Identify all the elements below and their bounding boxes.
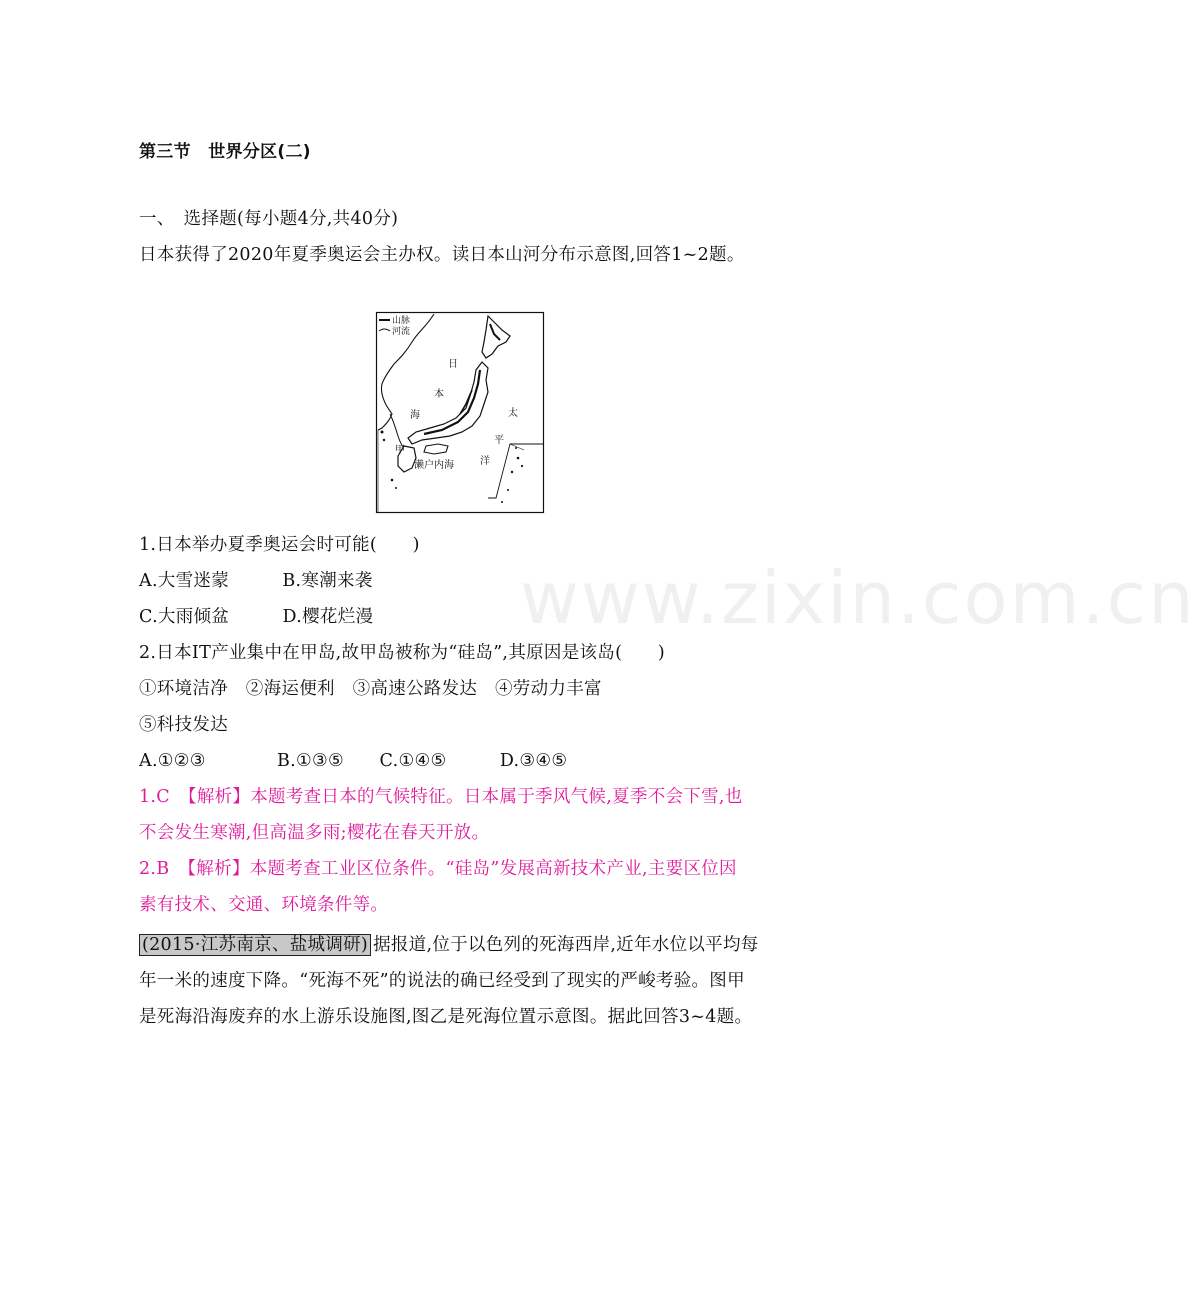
label-yang: 洋 bbox=[480, 456, 490, 467]
answer-1-line2: 不会发生寒潮,但高温多雨;樱花在春天开放。 bbox=[139, 823, 490, 843]
legend-river: 河流 bbox=[392, 327, 411, 337]
answer-2-line2: 素有技术、交通、环境条件等。 bbox=[139, 895, 389, 915]
legend-mountain: 山脉 bbox=[392, 316, 411, 326]
question-1-stem: 1.日本举办夏季奥运会时可能( ) bbox=[139, 535, 420, 555]
japan-map bbox=[376, 312, 544, 513]
intro-text: 日本获得了2020年夏季奥运会主办权。读日本山河分布示意图,回答1~2题。 bbox=[139, 245, 745, 265]
label-tai: 太 bbox=[508, 408, 518, 419]
answer-2-line1: 2.B 【解析】本题考查工业区位条件。“硅岛”发展高新技术产业,主要区位因 bbox=[139, 859, 737, 879]
question-2-stem: 2.日本IT产业集中在甲岛,故甲岛被称为“硅岛”,其原因是该岛( ) bbox=[139, 643, 665, 663]
shikoku bbox=[424, 444, 448, 454]
label-ping: 平 bbox=[494, 435, 504, 446]
watermark: www.zixin.com.cn bbox=[520, 556, 1196, 640]
label-ri: 日 bbox=[448, 359, 458, 370]
passage-line1-text: 据报道,位于以色列的死海西岸,近年水位以平均每 bbox=[373, 935, 759, 955]
section-title: 第三节 世界分区(二) bbox=[139, 142, 311, 162]
passage-line2: 年一米的速度下降。“死海不死”的说法的确已经受到了现实的严峻考验。图甲 bbox=[139, 971, 745, 991]
question-2-items-row1: ①环境洁净 ②海运便利 ③高速公路发达 ④劳动力丰富 bbox=[139, 679, 602, 699]
question-1-options-ab: A.大雪迷蒙 B.寒潮来袭 bbox=[139, 571, 373, 591]
question-2-options: A.①②③ B.①③⑤ C.①④⑤ D.③④⑤ bbox=[139, 751, 568, 771]
question-1-options-cd: C.大雨倾盆 D.樱花烂漫 bbox=[139, 607, 374, 627]
label-jia: 甲 bbox=[395, 445, 405, 456]
part-heading: 一、 选择题(每小题4分,共40分) bbox=[139, 209, 399, 229]
passage-line1 bbox=[139, 931, 759, 956]
source-tag: (2015·江苏南京、盐城调研) bbox=[139, 934, 371, 956]
label-hai: 海 bbox=[410, 410, 420, 421]
question-2-items-row2: ⑤科技发达 bbox=[139, 715, 228, 735]
answer-1-line1: 1.C 【解析】本题考查日本的气候特征。日本属于季风气候,夏季不会下雪,也 bbox=[139, 787, 743, 807]
label-inland-sea: 濑户内海 bbox=[414, 460, 454, 471]
passage-line3: 是死海沿海废弃的水上游乐设施图,图乙是死海位置示意图。据此回答3~4题。 bbox=[139, 1007, 753, 1027]
label-ben: 本 bbox=[434, 389, 444, 400]
